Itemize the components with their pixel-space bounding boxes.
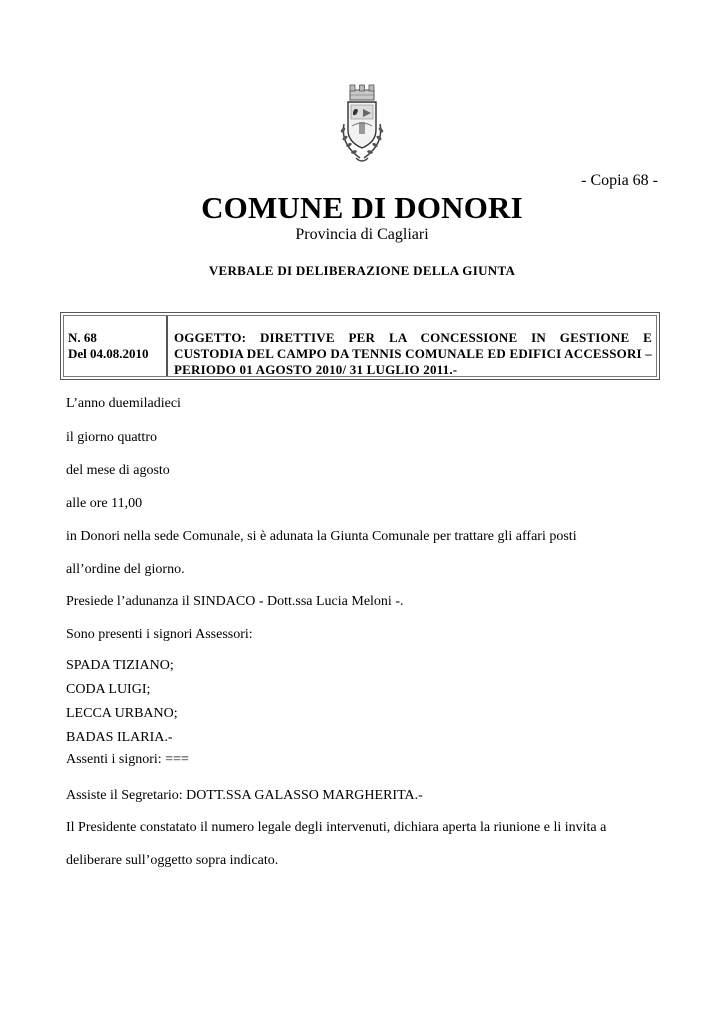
body-line-year: L’anno duemiladieci [66, 396, 181, 411]
assessor-name: CODA LUIGI; [66, 682, 151, 697]
municipality-title: COMUNE DI DONORI [201, 190, 523, 225]
body-line-present: Sono presenti i signori Assessori: [66, 627, 253, 642]
deliberation-subject: OGGETTO: DIRETTIVE PER LA CONCESSIONE IN GESTIONE E CUSTODIA DEL CAMPO DA TENNIS COMUNALE ED EDIFICI ACCESSORI – PERIODO 01 AGOSTO 2010/ 31 LUGLIO 2011.- [174, 330, 652, 377]
assessor-name: BADAS ILARIA.- [66, 730, 173, 745]
assessor-name: LECCA URBANO; [66, 706, 178, 721]
body-line-quorum: Il Presidente constatato il numero legale degli intervenuti, dichiara aperta la riunione e li invita a [66, 820, 607, 835]
body-line-month: del mese di agosto [66, 463, 170, 478]
body-line-president: Presiede l’adunanza il SINDACO - Dott.ssa Lucia Meloni -. [66, 594, 404, 609]
body-line-time: alle ore 11,00 [66, 496, 143, 511]
body-line-absent: Assenti i signori: === [66, 752, 189, 767]
assessor-name: SPADA TIZIANO; [66, 658, 174, 673]
body-line-deliberate: deliberare sull’oggetto sopra indicato. [66, 853, 279, 868]
deliberation-box-inner [63, 315, 657, 377]
copy-number: - Copia 68 - [581, 172, 658, 189]
deliberation-date: Del 04.08.2010 [68, 346, 149, 361]
body-line-secretary: Assiste il Segretario: DOTT.SSA GALASSO MARGHERITA.- [66, 788, 423, 803]
municipal-coat-of-arms-icon [330, 82, 394, 168]
deliberation-number-cell [64, 316, 168, 376]
deliberation-box [60, 312, 660, 380]
deliberation-number: N. 68 [68, 330, 97, 345]
document-heading: VERBALE DI DELIBERAZIONE DELLA GIUNTA [208, 263, 516, 278]
body-line-day: il giorno quattro [66, 430, 157, 445]
body-line-location: in Donori nella sede Comunale, si è adunata la Giunta Comunale per trattare gli affari posti [66, 529, 577, 544]
body-line-agenda: all’ordine del giorno. [66, 562, 185, 577]
province-subtitle: Provincia di Cagliari [295, 226, 429, 243]
